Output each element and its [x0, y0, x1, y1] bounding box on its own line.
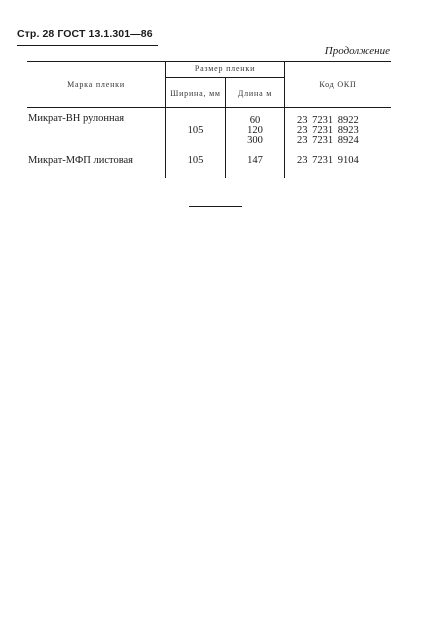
column-header-length: Длина м	[237, 89, 273, 98]
header-bottom-rule	[27, 107, 391, 108]
column-header-code: Код ОКП	[319, 80, 357, 89]
row-code-value: 23 7231 9104	[297, 155, 359, 166]
continuation-label: Продолжение	[324, 45, 390, 57]
row-brand: Микрат-МФП листовая	[28, 155, 134, 166]
row-width: 105	[187, 155, 204, 166]
row-length-value: 120	[247, 125, 263, 136]
row-width: 105	[187, 125, 204, 136]
row-length-value: 60	[249, 115, 261, 126]
column-header-brand: Марка пленки	[67, 80, 125, 89]
header-rule	[17, 45, 158, 46]
row-code-value: 23 7231 8922	[297, 115, 359, 126]
row-length-value: 300	[247, 135, 263, 146]
row-code-value: 23 7231 8923	[297, 125, 359, 136]
end-rule	[189, 206, 242, 207]
row-code-value: 23 7231 8924	[297, 135, 359, 146]
row-brand: Микрат-ВН рулонная	[28, 113, 125, 124]
row-lengths	[226, 116, 284, 146]
column-header-width: Ширина, мм	[170, 89, 221, 98]
row-length-value: 147	[247, 155, 263, 166]
column-header-size-group: Размер пленки	[194, 64, 256, 73]
row-codes	[297, 116, 359, 146]
column-divider-length	[284, 61, 285, 178]
page-header: Стр. 28 ГОСТ 13.1.301—86	[17, 28, 153, 40]
table-top-rule	[27, 61, 391, 62]
